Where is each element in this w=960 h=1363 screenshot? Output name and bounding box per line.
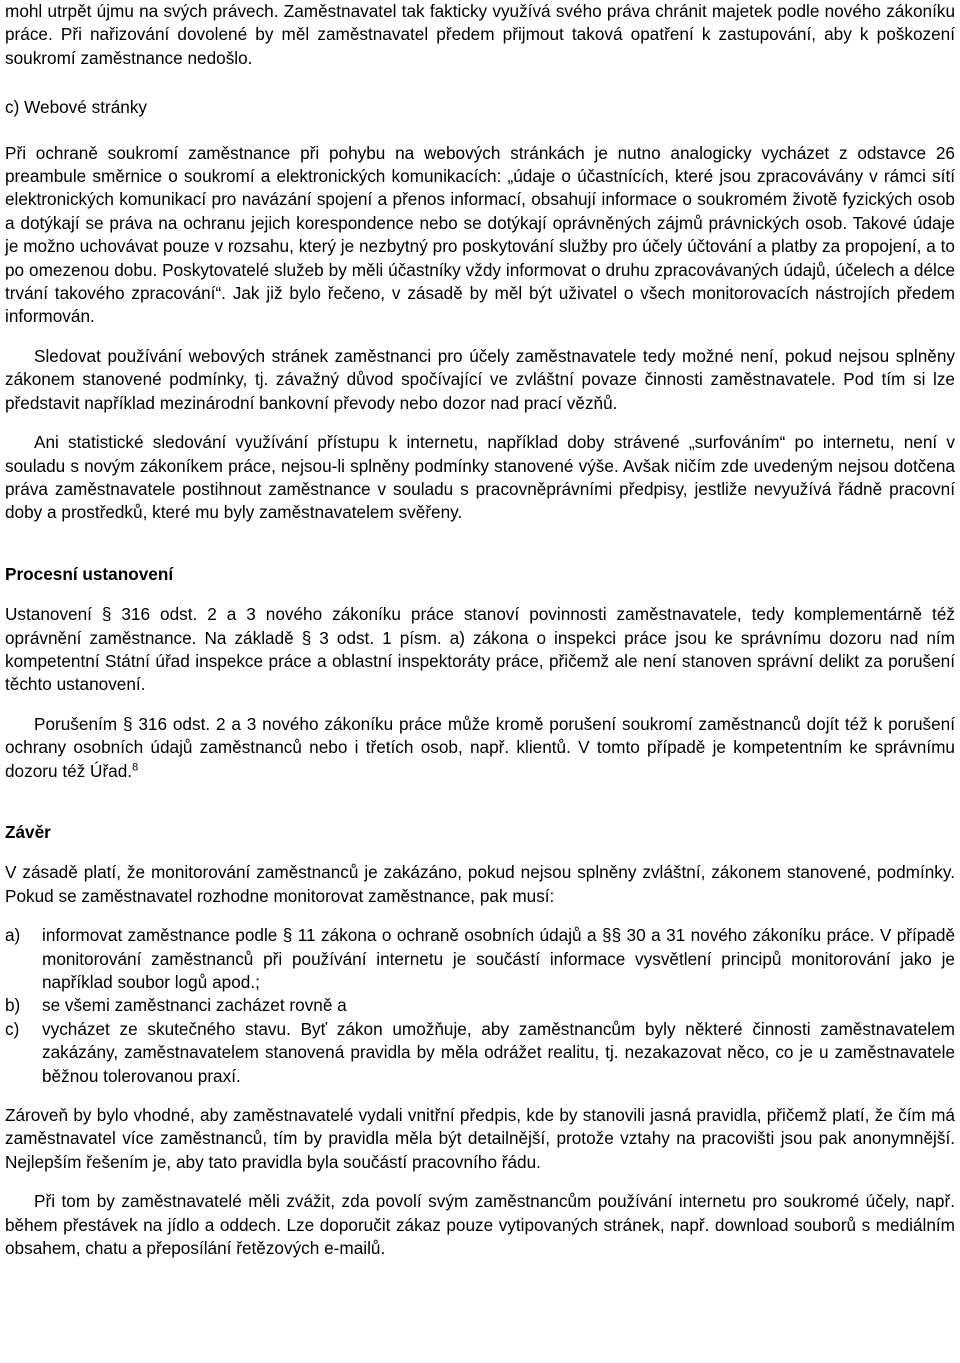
section-heading-web: c) Webové stránky [5, 97, 148, 118]
list-item-text: se všemi zaměstnanci zacházet rovně a [42, 995, 347, 1016]
web-paragraph-3: Ani statistické sledování využívání přístupu k internetu, například doby strávené „surfováním“ po internetu, není v souladu s novým zákoníkem práce, nejsou-li splněny podmínky stanovené výše. Avšak ničím zde uvedeným nejsou dotčena práva zaměstnavatele postihnout zaměstnance v souladu s pracovněprávními předpisy, jestliže nevyužívá řádně pracovní doby a prostředků, které mu byly zaměstnavatelem svěřeny. [5, 432, 955, 523]
list-item [5, 994, 955, 1017]
procedural-paragraph-2 [5, 713, 955, 783]
conclusion-paragraph-1: V zásadě platí, že monitorování zaměstnanců je zakázáno, pokud nejsou splněny zvláštní, zákonem stanovené, podmínky. Pokud se zaměstnavatel rozhodne monitorovat zaměstnance, pak musí: [5, 862, 955, 906]
list-item-text: vycházet ze skutečného stavu. Byť zákon umožňuje, aby zaměstnancům byly některé činnosti zaměstnavatelem zakázány, zaměstnavatelem stanovená pravidla by měla odrážet realitu, tj. nezakazovat něco, co je u zaměstnavatele běžnou tolerovanou praxí. [42, 1018, 955, 1086]
footnote-reference[interactable]: 8 [132, 760, 139, 773]
list-item-marker: c) [5, 1018, 20, 1039]
list-item [5, 1018, 955, 1088]
list-item-marker: a) [5, 925, 21, 946]
conclusion-list [5, 924, 955, 1088]
intro-paragraph: mohl utrpět újmu na svých právech. Zaměstnavatel tak fakticky využívá svého práva chránit majetek podle nového zákoníku práce. Při nařizování dovolené by měl zaměstnavatel předem přijmout taková opatření k zastupování, aby k poškození soukromí zaměstnance nedošlo. [5, 1, 955, 68]
conclusion-paragraph-3: Při tom by zaměstnavatelé měli zvážit, zda povolí svým zaměstnancům používání internetu pro soukromé účely, např. během přestávek na jídlo a oddech. Lze doporučit zákaz pouze vytipovaných stránek, např. download souborů s mediálním obsahem, chatu a přeposílání řetězových e-mailů. [5, 1191, 955, 1259]
section-heading-procedural: Procesní ustanovení [5, 563, 174, 584]
list-item-text: informovat zaměstnance podle § 11 zákona o ochraně osobních údajů a §§ 30 a 31 nového zákoníku práce. V případě monitorování zaměstnanců při používání internetu je součástí informace vysvětlení principů monitorování jako je například soubor logů apod.; [42, 925, 955, 992]
web-paragraph-1: Při ochraně soukromí zaměstnance při pohybu na webových stránkách je nutno analogicky vycházet z odstavce 26 preambule směrnice o soukromí a elektronických komunikacích: „údaje o účastnících, které jsou zpracovávány v rámci sítí elektronických komunikací pro navázání spojení a přenos informací, obsahují informace o soukromém životě fyzických osob a dotýkají se práva na ochranu jejich korespondence nebo se dotýkají oprávněných zájmů právnických osob. Takové údaje je možno uchovávat pouze v rozsahu, který je nezbytný pro poskytování služby pro účely účtování a platby za propojení, a to po omezenou dobu. Poskytovatelé služeb by měli účastníky vždy informovat o druhu zpracovávaných údajů, účelech a délce trvání takového zpracování“. Jak již bylo řečeno, v zásadě by měl být uživatel o všech monitorovacích nástrojích předem informován. [5, 142, 955, 327]
conclusion-paragraph-2: Zároveň by bylo vhodné, aby zaměstnavatelé vydali vnitřní předpis, kde by stanovili jasná pravidla, přičemž platí, že čím má zaměstnavatel více zaměstnanců, tím by pravidla měla být detailnější, protože vztahy na pracovišti jsou pak anonymnější. Nejlepším řešením je, aby tato pravidla byla součástí pracovního řádu. [5, 1105, 955, 1172]
list-item [5, 924, 955, 994]
procedural-paragraph-1: Ustanovení § 316 odst. 2 a 3 nového zákoníku práce stanoví povinnosti zaměstnavatele, tedy komplementárně též oprávnění zaměstnance. Na základě § 3 odst. 1 písm. a) zákona o inspekci práce jsou ke správnímu dozoru nad ním kompetentní Státní úřad inspekce práce a oblastní inspektoráty práce, přičemž ale není stanoven správní delikt za porušení těchto ustanovení. [5, 604, 955, 695]
section-heading-conclusion: Závěr [5, 821, 51, 842]
web-paragraph-2: Sledovat používání webových stránek zaměstnanci pro účely zaměstnavatele tedy možné není, pokud nejsou splněny zákonem stanovené podmínky, tj. závažný důvod spočívající ve zvláštní povaze činnosti zaměstnavatele. Pod tím si lze představit například mezinárodní bankovní převody nebo dozor nad prací vězňů. [5, 345, 955, 413]
list-item-marker: b) [5, 995, 21, 1016]
procedural-paragraph-2-text: Porušením § 316 odst. 2 a 3 nového zákoníku práce může kromě porušení soukromí zaměstnanců dojít též k porušení ochrany osobních údajů zaměstnanců nebo i třetích osob, např. klientů. V tomto případě je kompetentním ke správnímu dozoru též Úřad. [5, 713, 955, 781]
